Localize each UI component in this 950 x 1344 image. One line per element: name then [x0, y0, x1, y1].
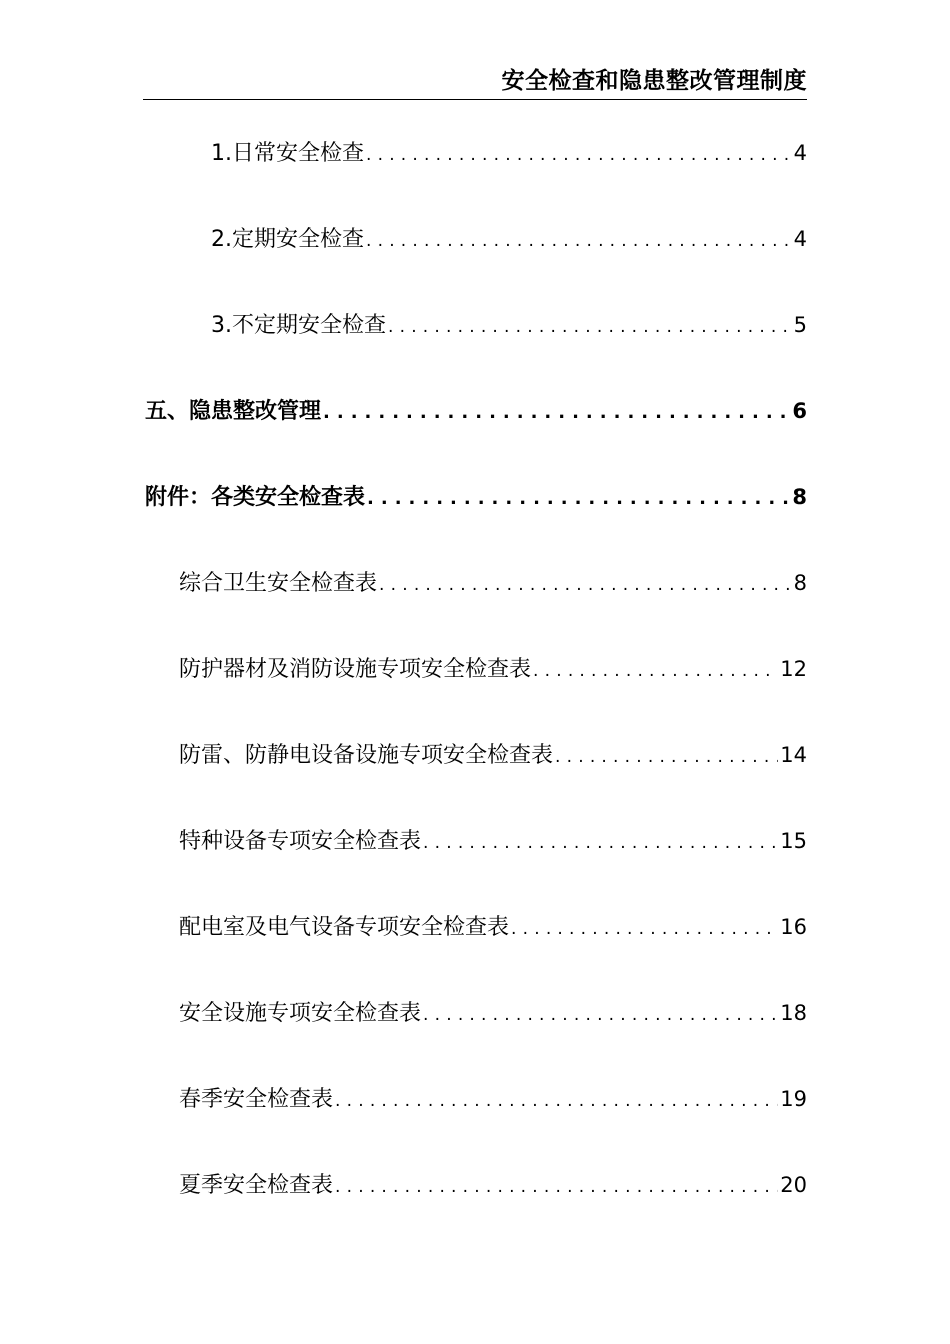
toc-entry-summer-checklist[interactable] — [179, 1170, 807, 1200]
toc-entry-safety-facility-checklist[interactable] — [179, 998, 807, 1028]
toc-page-number: 5 — [793, 313, 807, 337]
toc-dot-leader — [366, 140, 792, 170]
toc-entry-label: 1.日常安全检查 — [211, 141, 364, 166]
toc-dot-leader — [323, 398, 790, 428]
toc-entry-spring-checklist[interactable] — [179, 1084, 807, 1114]
toc-entry-appendix-checklists[interactable] — [145, 482, 807, 512]
toc-page-number: 8 — [793, 571, 807, 595]
toc-entry-general-hygiene-checklist[interactable] — [179, 568, 807, 598]
toc-entry-hazard-rectification[interactable] — [145, 396, 807, 426]
toc-dot-leader — [335, 1086, 778, 1116]
toc-entry-label: 配电室及电气设备专项安全检查表 — [179, 915, 510, 940]
toc-page-number: 6 — [792, 399, 807, 423]
toc-page-number: 4 — [793, 141, 807, 165]
toc-entry-label: 防护器材及消防设施专项安全检查表 — [179, 657, 532, 682]
toc-dot-leader — [366, 226, 792, 256]
toc-page-number: 12 — [780, 657, 807, 681]
toc-entry-irregular-inspection[interactable] — [211, 310, 807, 340]
toc-page-number: 19 — [780, 1087, 807, 1111]
toc-entry-label: 3.不定期安全检查 — [211, 313, 386, 338]
toc-page-number: 15 — [780, 829, 807, 853]
toc-page-number: 18 — [780, 1001, 807, 1025]
toc-dot-leader — [555, 742, 778, 772]
toc-entry-label: 综合卫生安全检查表 — [179, 571, 378, 596]
toc-dot-leader — [335, 1172, 778, 1202]
toc-entry-electrical-room-checklist[interactable] — [179, 912, 807, 942]
toc-page-number: 16 — [780, 915, 807, 939]
toc-entry-label: 安全设施专项安全检查表 — [179, 1001, 422, 1026]
toc-dot-leader — [423, 828, 778, 858]
toc-entry-label: 防雷、防静电设备设施专项安全检查表 — [179, 743, 554, 768]
toc-page-number: 14 — [780, 743, 807, 767]
toc-entry-special-equipment-checklist[interactable] — [179, 826, 807, 856]
toc-page-number: 4 — [793, 227, 807, 251]
toc-dot-leader — [511, 914, 778, 944]
toc-dot-leader — [533, 656, 778, 686]
toc-page-number: 20 — [780, 1173, 807, 1197]
toc-entry-lightning-static-checklist[interactable] — [179, 740, 807, 770]
toc-entry-periodic-inspection[interactable] — [211, 224, 807, 254]
document-title: 安全检查和隐患整改管理制度 — [501, 68, 807, 94]
toc-dot-leader — [379, 570, 792, 600]
toc-dot-leader — [367, 484, 790, 514]
toc-entry-daily-inspection[interactable] — [211, 138, 807, 168]
toc-entry-label: 夏季安全检查表 — [179, 1173, 334, 1198]
toc-entry-label: 特种设备专项安全检查表 — [179, 829, 422, 854]
toc-dot-leader — [423, 1000, 778, 1030]
toc-page-number: 8 — [792, 485, 807, 509]
toc-entry-label: 2.定期安全检查 — [211, 227, 364, 252]
toc-entry-protective-fire-checklist[interactable] — [179, 654, 807, 684]
toc-entry-label: 春季安全检查表 — [179, 1087, 334, 1112]
toc-entry-label: 附件：各类安全检查表 — [145, 485, 366, 510]
toc-entry-label: 五、隐患整改管理 — [145, 399, 322, 424]
toc-dot-leader — [388, 312, 792, 342]
